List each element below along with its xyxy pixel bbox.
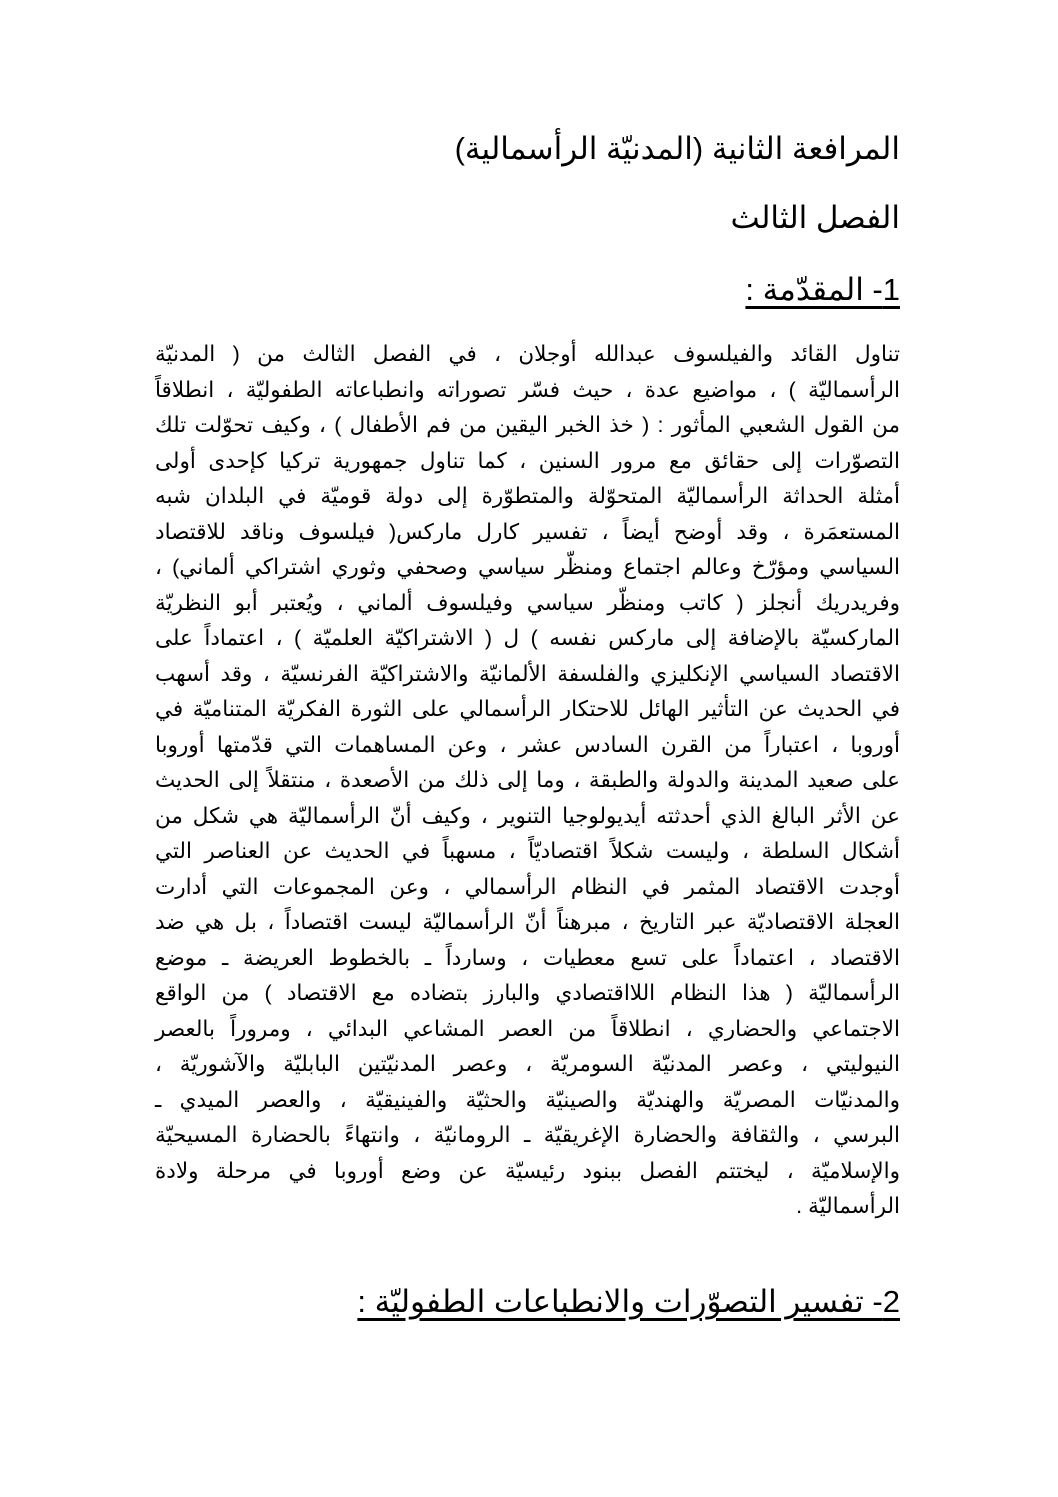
paragraph-line: الاقتصاد ، اعتماداً على تسع معطيات ، وسارداً ـ بالخطوط العريضة ـ موضع bbox=[155, 945, 900, 970]
paragraph-line: أشكال السلطة ، وليست شكلاً اقتصاديّاً ، مسهباً في الحديث عن العناصر التي bbox=[155, 839, 900, 863]
paragraph-line: الاقتصاد السياسي الإنكليزي والفلسفة الألمانيّة والاشتراكيّة الفرنسيّة ، وقد أسهب bbox=[155, 661, 900, 686]
paragraph-line: تناول القائد والفيلسوف عبدالله أوجلان ، في الفصل الثالث من ( المدنيّة bbox=[155, 342, 900, 366]
document-title: المرافعة الثانية (المدنيّة الرأسمالية) bbox=[454, 131, 900, 166]
paragraph-line: من القول الشعبي المأثور : ( خذ الخبر اليقين من فم الأطفال ) ، وكيف تحوّلت تلك bbox=[155, 413, 900, 437]
paragraph-line: النيوليتي ، وعصر المدنيّة السومريّة ، وعصر المدنيّتين البابليّة والآشوريّة ، bbox=[155, 1052, 900, 1076]
paragraph-line: الرأسماليّة ( هذا النظام اللااقتصادي والبارز بتضاده مع الاقتصاد ) من الواقع bbox=[155, 981, 900, 1005]
section-heading-introduction: 1- المقدّمة : bbox=[745, 272, 900, 307]
paragraph-line: وفريدريك أنجلز ( كاتب ومنظّر سياسي وفيلسوف ألماني ، ويُعتبر أبو النظريّة bbox=[155, 590, 900, 615]
paragraph-line: الرأسماليّة ) ، مواضيع عدة ، حيث فسّر تصوراته وانطباعاته الطفوليّة ، انطلاقاً bbox=[155, 377, 900, 402]
paragraph-line: السياسي ومؤرّخ وعالم اجتماع ومنظّر سياسي وصحفي وثوري اشتراكي ألماني) ، bbox=[155, 555, 900, 579]
paragraph-line: المستعمَرة ، وقد أوضح أيضاً ، تفسير كارل ماركس( فيلسوف وناقد للاقتصاد bbox=[155, 519, 900, 544]
paragraph-line: في الحديث عن التأثير الهائل للاحتكار الرأسمالي على الثورة الفكريّة المتناميّة في bbox=[155, 697, 900, 721]
paragraph-line: الماركسيّة بالإضافة إلى ماركس نفسه ) ل ( الاشتراكيّة العلميّة ) ، اعتماداً على bbox=[155, 626, 900, 650]
paragraph-line: أمثلة الحداثة الرأسماليّة المتحوّلة والمتطوّرة إلى دولة قوميّة في البلدان شبه bbox=[155, 484, 900, 508]
paragraph-line: عن الأثر البالغ الذي أحدثته أيديولوجيا التنوير ، وكيف أنّ الرأسماليّة هي شكل من bbox=[155, 803, 900, 828]
section-heading-childhood-impressions: 2- تفسير التصوّرات والانطباعات الطفوليّة : bbox=[357, 1284, 900, 1319]
paragraph-line: الرأسماليّة . bbox=[796, 1194, 900, 1218]
paragraph-line: البرسي ، والثقافة والحضارة الإغريقيّة ـ الرومانيّة ، وانتهاءً بالحضارة المسيحيّة bbox=[155, 1123, 900, 1147]
paragraph-line: أوروبا ، اعتباراً من القرن السادس عشر ، وعن المساهمات التي قدّمتها أوروبا bbox=[155, 732, 900, 757]
paragraph-line: أوجدت الاقتصاد المثمر في النظام الرأسمالي ، وعن المجموعات التي أدارت bbox=[155, 874, 900, 899]
paragraph-line: والمدنيّات المصريّة والهنديّة والصينيّة والحثيّة والفينيقيّة ، والعصر الميدي ـ bbox=[155, 1087, 900, 1112]
body-paragraph bbox=[155, 337, 900, 1225]
chapter-heading: الفصل الثالث bbox=[730, 200, 900, 235]
paragraph-line: والإسلاميّة ، ليختتم الفصل ببنود رئيسيّة عن وضع أوروبا في مرحلة ولادة bbox=[155, 1158, 900, 1183]
paragraph-line: الاجتماعي والحضاري ، انطلاقاً من العصر المشاعي البدائي ، ومروراً بالعصر bbox=[155, 1016, 900, 1041]
paragraph-line: التصوّرات إلى حقائق مع مرور السنين ، كما تناول جمهورية تركيا كإحدى أولى bbox=[155, 448, 900, 473]
paragraph-line: على صعيد المدينة والدولة والطبقة ، وما إلى ذلك من الأصعدة ، منتقلاً إلى الحديث bbox=[155, 768, 900, 792]
paragraph-line: العجلة الاقتصاديّة عبر التاريخ ، مبرهناً أنّ الرأسماليّة ليست اقتصاداً ، بل هي ضد bbox=[155, 910, 900, 934]
